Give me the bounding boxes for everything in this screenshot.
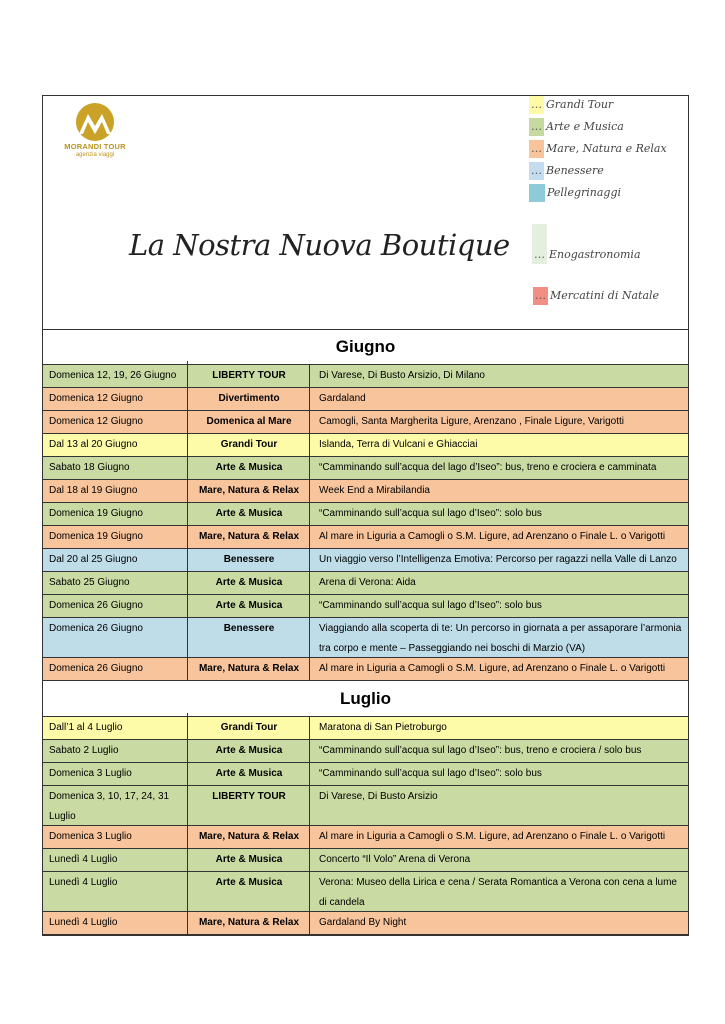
- logo: [49, 102, 131, 164]
- row-description: Gardaland: [319, 393, 366, 404]
- logo-name: MORANDI TOUR: [64, 142, 126, 151]
- row-date: Sabato 25 Giugno: [43, 568, 188, 594]
- row-description: “Camminando sull’acqua sul lago d’Iseo”: solo bus: [319, 768, 542, 779]
- row-category: Arte & Musica: [189, 763, 310, 785]
- row-category: Mare, Natura & Relax: [189, 480, 310, 502]
- row-description: Camogli, Santa Margherita Ligure, Arenzano , Finale Ligure, Varigotti: [319, 416, 624, 427]
- row-category: Grandi Tour: [189, 717, 310, 739]
- row-description: Un viaggio verso l’Intelligenza Emotiva: Percorso per ragazzi nella Valle di Lanzo: [319, 554, 677, 565]
- row-description: Al mare in Liguria a Camogli o S.M. Ligure, ad Arenzano o Finale L. o Varigotti: [319, 663, 666, 674]
- legend-swatch: …: [529, 140, 544, 158]
- row-description: “Camminando sull’acqua sul lago d’Iseo”: solo bus: [319, 508, 542, 519]
- row-date: Domenica 12 Giugno: [43, 407, 188, 433]
- table-row: [43, 658, 688, 681]
- row-category: Arte & Musica: [189, 457, 310, 479]
- month-heading: Giugno: [43, 329, 688, 365]
- row-category: Arte & Musica: [189, 572, 310, 594]
- table-row: [43, 618, 688, 658]
- legend-label: Mercatini di Natale: [550, 289, 660, 302]
- row-date: Sabato 2 Luglio: [43, 736, 188, 762]
- table-row: [43, 872, 688, 912]
- row-description: Di Varese, Di Busto Arsizio: [319, 791, 438, 802]
- table-row: [43, 912, 688, 935]
- row-category: Arte & Musica: [189, 740, 310, 762]
- legend-label: Pellegrinaggi: [547, 186, 622, 199]
- row-date: Domenica 26 Giugno: [43, 591, 188, 617]
- row-description: Arena di Verona: Aida: [319, 577, 416, 588]
- row-category: Arte & Musica: [189, 595, 310, 617]
- logo-subtitle: agenzia viaggi: [75, 152, 115, 158]
- legend-item: [532, 246, 641, 264]
- row-category: Divertimento: [189, 388, 310, 410]
- row-description: Islanda, Terra di Vulcani e Ghiacciai: [319, 439, 478, 450]
- row-date: Lunedì 4 Luglio: [43, 908, 188, 934]
- row-date: Domenica 26 Giugno: [43, 654, 188, 680]
- row-date: Domenica 19 Giugno: [43, 522, 188, 548]
- row-date: Domenica 12, 19, 26 Giugno: [43, 361, 188, 387]
- table-row: [43, 786, 688, 826]
- legend-swatch: …: [529, 96, 544, 114]
- legend-swatch: [529, 184, 545, 202]
- row-date: Domenica 19 Giugno: [43, 499, 188, 525]
- row-description: Viaggiando alla scoperta di te: Un percorso in giornata a per assaporare l’armonia tra corpo e mente – Passeggiando nei boschi di Marzio (VA): [319, 623, 682, 654]
- row-description: “Camminando sull’acqua del lago d’Iseo”: bus, treno e crociera e camminata: [319, 462, 657, 473]
- legend-swatch: …: [533, 287, 548, 305]
- page-title: La Nostra Nuova Boutique: [129, 228, 510, 262]
- row-category: Domenica al Mare: [189, 411, 310, 433]
- row-category: LIBERTY TOUR: [189, 786, 310, 825]
- legend-item: [529, 162, 604, 180]
- month-heading: Luglio: [43, 681, 688, 717]
- row-category: Mare, Natura & Relax: [189, 826, 310, 848]
- row-category: Arte & Musica: [189, 503, 310, 525]
- row-description: “Camminando sull’acqua sul lago d’Iseo”: solo bus: [319, 600, 542, 611]
- legend-item: [529, 184, 621, 202]
- row-category: LIBERTY TOUR: [189, 365, 310, 387]
- row-description: Gardaland By Night: [319, 917, 407, 928]
- row-category: Mare, Natura & Relax: [189, 658, 310, 680]
- legend-swatch: …: [532, 224, 547, 264]
- row-description: Al mare in Liguria a Camogli o S.M. Ligure, ad Arenzano o Finale L. o Varigotti: [319, 831, 666, 842]
- row-date: Dal 20 al 25 Giugno: [43, 545, 188, 571]
- row-date: Domenica 3 Luglio: [43, 822, 188, 848]
- row-description: Week End a Mirabilandia: [319, 485, 430, 496]
- legend-swatch: …: [529, 162, 544, 180]
- row-description: Di Varese, Di Busto Arsizio, Di Milano: [319, 370, 485, 381]
- row-category: Arte & Musica: [189, 849, 310, 871]
- row-date: Domenica 12 Giugno: [43, 384, 188, 410]
- legend-item: [529, 140, 667, 158]
- legend-label: Arte e Musica: [546, 120, 624, 133]
- row-date: Domenica 3, 10, 17, 24, 31 Luglio: [43, 782, 188, 825]
- program-table: [42, 95, 689, 936]
- row-date: Domenica 3 Luglio: [43, 759, 188, 785]
- row-date: Lunedì 4 Luglio: [43, 845, 188, 871]
- row-date: Lunedì 4 Luglio: [43, 868, 188, 911]
- row-date: Domenica 26 Giugno: [43, 614, 188, 657]
- row-category: Grandi Tour: [189, 434, 310, 456]
- row-category: Mare, Natura & Relax: [189, 912, 310, 934]
- legend-item: [529, 118, 624, 136]
- row-date: Dal 13 al 20 Giugno: [43, 430, 188, 456]
- header: [43, 96, 688, 330]
- legend-label: Mare, Natura e Relax: [546, 142, 667, 155]
- row-date: Dal 18 al 19 Giugno: [43, 476, 188, 502]
- legend-swatch: …: [529, 118, 544, 136]
- row-description: Verona: Museo della Lirica e cena / Serata Romantica a Verona con cena a lume di candela: [319, 877, 677, 908]
- row-category: Mare, Natura & Relax: [189, 526, 310, 548]
- row-description: Maratona di San Pietroburgo: [319, 722, 447, 733]
- row-date: Sabato 18 Giugno: [43, 453, 188, 479]
- row-date: Dall’1 al 4 Luglio: [43, 713, 188, 739]
- legend-label: Grandi Tour: [546, 98, 614, 111]
- legend-label: Enogastronomia: [549, 248, 641, 261]
- row-category: Benessere: [189, 618, 310, 657]
- row-description: “Camminando sull’acqua sul lago d’Iseo”: bus, treno e crociera / solo bus: [319, 745, 642, 756]
- row-description: Concerto “Il Volo” Arena di Verona: [319, 854, 471, 865]
- legend-item: [533, 287, 659, 305]
- row-description: Al mare in Liguria a Camogli o S.M. Ligure, ad Arenzano o Finale L. o Varigotti: [319, 531, 666, 542]
- row-category: Benessere: [189, 549, 310, 571]
- row-category: Arte & Musica: [189, 872, 310, 911]
- legend-label: Benessere: [546, 164, 604, 177]
- legend-item: [529, 96, 613, 114]
